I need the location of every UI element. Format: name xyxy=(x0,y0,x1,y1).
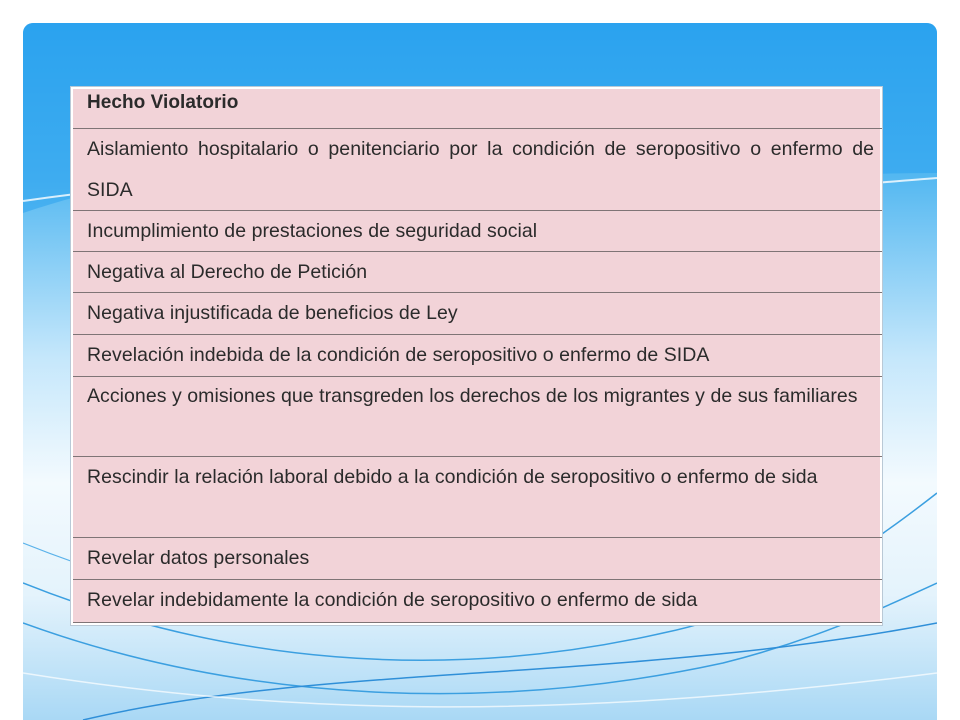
table-cell: Revelar indebidamente la condición de seropositivo o enfermo de sida xyxy=(87,589,698,611)
table-header-row xyxy=(73,89,882,129)
table-row xyxy=(73,252,882,293)
table-cell: Negativa injustificada de beneficios de Ley xyxy=(87,302,458,324)
table-row xyxy=(73,211,882,252)
table-row xyxy=(73,129,882,211)
table-cell: Revelación indebida de la condición de seropositivo o enfermo de SIDA xyxy=(87,344,710,366)
table-cell: Rescindir la relación laboral debido a la condición de seropositivo o enfermo de sida xyxy=(87,466,818,488)
table-cell: Acciones y omisiones que transgreden los derechos de los migrantes y de sus familiares xyxy=(87,385,858,407)
table-row xyxy=(73,580,882,623)
table-header-cell: Hecho Violatorio xyxy=(87,92,239,113)
table-row xyxy=(73,377,882,457)
table-row xyxy=(73,293,882,335)
table-cell: Revelar datos personales xyxy=(87,547,310,569)
table-row xyxy=(73,538,882,580)
table-cell: Aislamiento hospitalario o penitenciario por la condición de seropositivo o enfermo de SIDA xyxy=(87,138,874,201)
table-row xyxy=(73,457,882,538)
table-cell: Incumplimiento de prestaciones de seguridad social xyxy=(87,220,538,242)
violations-table xyxy=(71,87,882,625)
table-row xyxy=(73,335,882,377)
table-cell: Negativa al Derecho de Petición xyxy=(87,261,368,283)
